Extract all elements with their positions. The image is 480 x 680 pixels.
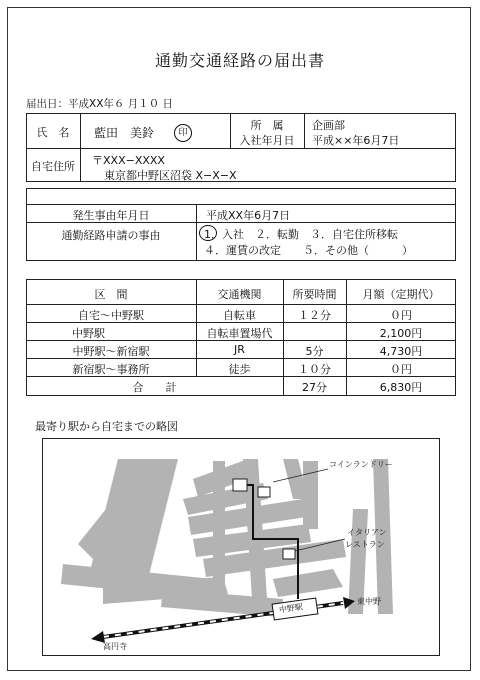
route-map [42,438,440,656]
table-cell: JR [234,343,245,356]
postal-code: 〒XXX−XXXX [92,154,165,167]
table-cell: 4,730円 [379,345,423,358]
total-time: 27分 [302,381,327,394]
name-label: 氏 名 [36,126,70,139]
hire-date-label: 入社年月日 [239,134,295,147]
laundry-building [258,487,270,497]
map-title: 最寄り駅から自宅までの略図 [35,420,178,433]
table-cell: ０円 [390,363,412,376]
address-value: 東京都中野区沼袋 X−X−X [104,169,237,182]
table-cell: 中野駅〜新宿駅 [72,345,150,358]
row-divider [26,148,456,149]
header-section: 区 間 [94,288,128,301]
col-divider [80,113,81,182]
col-divider [304,113,305,148]
label-east: 東中野 [357,597,381,606]
event-date-label: 発生事由年月日 [72,209,150,222]
label-west: 高円寺 [103,642,127,651]
label-laundry: コインランドリー [329,460,393,469]
table-cell: 徒歩 [228,363,251,376]
name-value: 藍田 美鈴 [94,126,155,140]
roads [61,459,393,617]
table-cell: １０分 [298,363,331,376]
label-restaurant-1: イタリアン [347,528,387,537]
dept-value: 企画部 [312,119,345,132]
header-monthly: 月額（定期代） [362,288,440,301]
table-cell: 5分 [305,345,324,358]
seal-stamp: 印 [174,124,192,142]
reason-options-line2: ４．運賃の改定 ５．その他（ ） [204,244,413,257]
label-station: 中野駅 [278,602,304,615]
header-time: 所要時間 [292,288,337,301]
table-cell: 中野駅 [72,327,105,340]
table-cell: 自宅〜中野駅 [78,309,144,322]
filed-date: 届出日：平成XX年６ 月１０ 日 [26,98,174,110]
dept-label: 所 属 [250,119,284,132]
total-amount: 6,830円 [379,381,423,394]
table-cell: 自転車置場代 [206,327,273,340]
home-marker [233,479,247,491]
header-transport: 交通機関 [217,288,262,301]
table-cell: 2,100円 [379,327,423,340]
table-cell: 自転車 [223,309,256,322]
restaurant-building [283,549,295,559]
col-divider [196,204,197,261]
row-divider [26,204,456,205]
hire-date-value: 平成××年6月7日 [312,134,400,147]
reason-options-line1: 1．入社 ２．転勤 ３．自宅住所移転 [204,228,398,241]
address-label: 自宅住所 [31,160,75,173]
total-label: 合 計 [132,381,177,394]
reason-label: 通勤経路申請の事由 [61,229,161,242]
label-restaurant-2: レストラン [345,540,385,549]
row-divider [26,304,456,305]
event-date-value: 平成XX年6月7日 [206,209,291,222]
document-title: 通勤交通経路の届出書 [154,51,325,70]
table-cell: ０円 [390,309,412,322]
table-cell: 新宿駅〜事務所 [72,363,150,376]
table-cell: １２分 [298,309,331,322]
